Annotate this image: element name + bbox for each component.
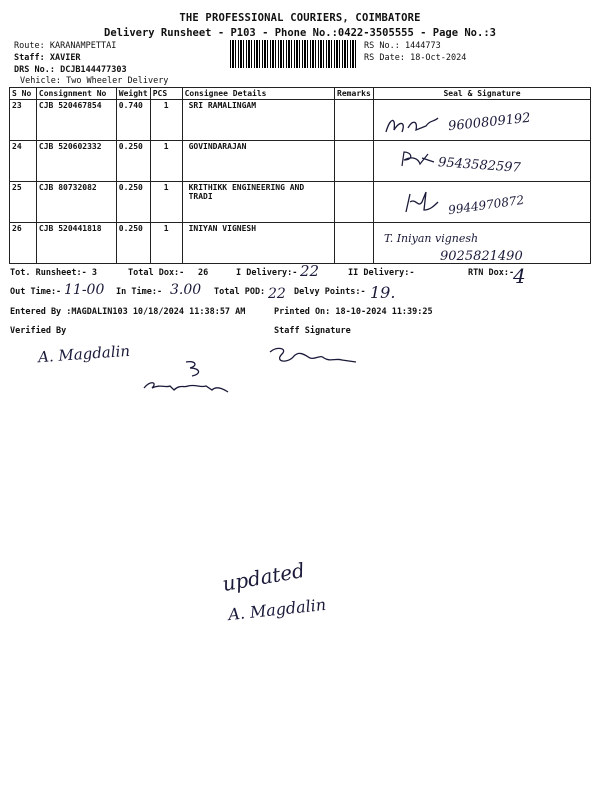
handwritten-delvy-points: 19. <box>370 283 396 302</box>
handwritten-rtn: 4 <box>513 264 526 288</box>
col-signature: Seal & Signature <box>374 88 591 100</box>
rs-date-label: RS Date: <box>364 53 405 63</box>
in-time-label: In Time:- <box>116 287 163 297</box>
cell-sno: 23 <box>10 100 37 141</box>
signature-scribble <box>400 188 445 218</box>
cell-sno: 24 <box>10 141 37 182</box>
col-consignee: Consignee Details <box>182 88 334 100</box>
vehicle-label: Vehicle: <box>20 76 61 86</box>
verified-by-label: Verified By <box>10 326 67 336</box>
col-weight: Weight <box>116 88 150 100</box>
cell-weight: 0.740 <box>116 100 150 141</box>
col-remarks: Remarks <box>335 88 374 100</box>
staff-label: Staff: <box>14 53 45 63</box>
cell-consignment: CJB 80732082 <box>36 182 116 223</box>
rs-no-value: 1444773 <box>404 41 441 51</box>
cell-remarks <box>335 100 374 141</box>
cell-remarks <box>335 182 374 223</box>
staff-signature-scribble <box>140 358 235 400</box>
total-dox-label: Total Dox:- <box>128 268 185 278</box>
drs-label: DRS No.: <box>14 65 55 75</box>
cell-pcs: 1 <box>150 182 182 223</box>
printed-on: Printed On: 18-10-2024 11:39:25 <box>274 307 433 317</box>
handwritten-i-delivery: 22 <box>300 262 320 280</box>
cell-pcs: 1 <box>150 223 182 264</box>
cell-sno: 26 <box>10 223 37 264</box>
handwritten-updated: updated <box>220 557 307 597</box>
rs-no-label: RS No.: <box>364 41 400 51</box>
cell-consignee: SRI RAMALINGAM <box>182 100 334 141</box>
handwritten-phone: 9025821490 <box>440 249 523 264</box>
drs-line <box>14 65 127 75</box>
cell-consignee: GOVINDARAJAN <box>182 141 334 182</box>
vehicle-value: Two Wheeler Delivery <box>66 76 169 86</box>
tot-runsheet: Tot. Runsheet:- 3 <box>10 268 97 278</box>
col-pcs: PCS <box>150 88 182 100</box>
drs-value: DCJB144477303 <box>60 65 127 75</box>
col-sno: S No <box>10 88 37 100</box>
cell-remarks <box>335 141 374 182</box>
cell-consignee: INIYAN VIGNESH <box>182 223 334 264</box>
cell-weight: 0.250 <box>116 182 150 223</box>
handwritten-updated-signature: A. Magdalin <box>227 594 327 625</box>
rs-date-line <box>364 53 466 63</box>
ii-delivery-label: II Delivery:- <box>348 268 415 278</box>
company-name: THE PROFESSIONAL COURIERS, COIMBATORE <box>179 12 421 24</box>
cell-consignment: CJB 520467854 <box>36 100 116 141</box>
out-time-label: Out Time:- <box>10 287 62 297</box>
total-pod-label: Total POD: <box>214 287 266 297</box>
handwritten-verifier: A. Magdalin <box>37 341 131 367</box>
cell-weight: 0.250 <box>116 223 150 264</box>
runsheet-title: Delivery Runsheet - P103 - Phone No.:0422-3505555 - Page No.:3 <box>104 27 496 39</box>
handwritten-in-time: 3.00 <box>170 282 202 298</box>
col-consignment: Consignment No <box>36 88 116 100</box>
delvy-points-label: Delvy Points:- <box>294 287 366 297</box>
route-value: KARANAMPETTAI <box>49 41 117 51</box>
cell-consignment: CJB 520441818 <box>36 223 116 264</box>
cell-pcs: 1 <box>150 100 182 141</box>
rs-date-value: 18-Oct-2024 <box>410 53 467 63</box>
total-dox-value: 26 <box>198 268 209 278</box>
handwritten-name: T. Iniyan vignesh <box>384 232 479 245</box>
staff-signature-scribble <box>266 342 361 372</box>
handwritten-pod: 22 <box>268 286 286 302</box>
staff-value: XAVIER <box>49 53 81 63</box>
rtn-dox-label: RTN Dox:- <box>468 268 515 278</box>
signature-scribble <box>398 150 438 170</box>
route-line <box>14 41 116 51</box>
cell-consignee: KRITHIKK ENGINEERING AND TRADI <box>182 182 334 223</box>
barcode <box>230 40 358 68</box>
rs-no-line <box>364 41 441 51</box>
cell-pcs: 1 <box>150 141 182 182</box>
staff-line <box>14 53 81 63</box>
i-delivery-label: I Delivery:- <box>236 268 298 278</box>
cell-sno: 25 <box>10 182 37 223</box>
signature-scribble <box>382 112 442 138</box>
route-label: Route: <box>14 41 45 51</box>
vehicle-line <box>20 76 168 86</box>
handwritten-phone: 9944970872 <box>447 192 525 218</box>
table-header-row <box>10 88 591 100</box>
cell-weight: 0.250 <box>116 141 150 182</box>
staff-signature-label: Staff Signature <box>274 326 351 336</box>
handwritten-phone: 9600809192 <box>447 110 532 135</box>
cell-consignment: CJB 520602332 <box>36 141 116 182</box>
handwritten-out-time: 11-00 <box>64 282 105 298</box>
handwritten-phone: 9543582597 <box>437 155 522 176</box>
cell-remarks <box>335 223 374 264</box>
entered-by: Entered By :MAGDALIN103 10/18/2024 11:38:57 AM <box>10 307 246 317</box>
